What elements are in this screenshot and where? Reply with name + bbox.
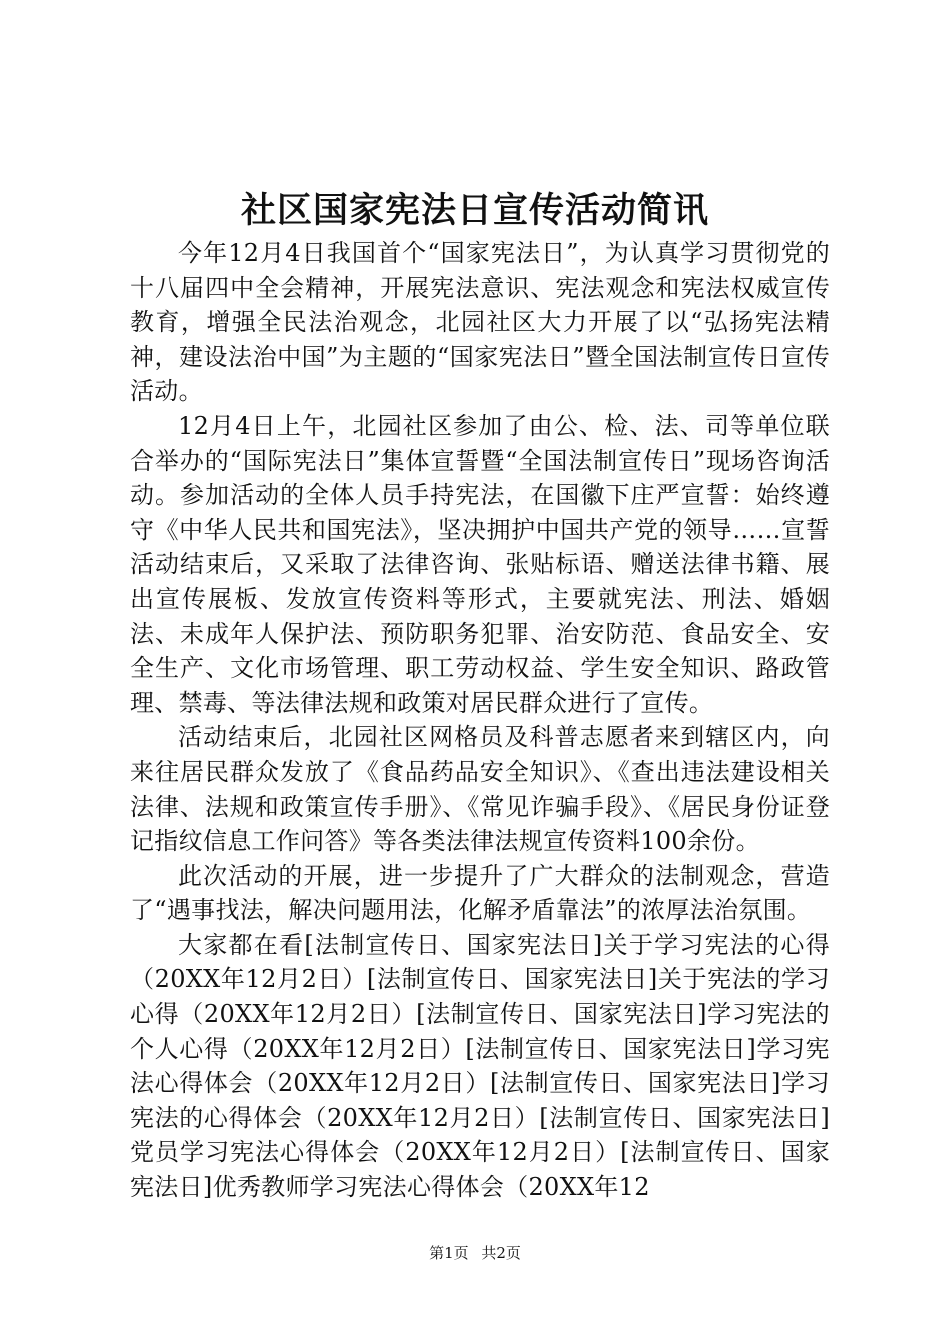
page-total: 共2页: [481, 1244, 521, 1262]
paragraph-intro: 今年12月4日我国首个“国家宪法日”，为认真学习贯彻党的十八届四中全会精神，开展宪法意识、宪法观念和宪法权威宣传教育，增强全民法治观念，北园社区大力开展了以“弘扬宪法精神，建设法治中国”为主题的“国家宪法日”暨全国法制宣传日宣传活动。: [130, 239, 830, 406]
page-number: 第1页: [429, 1244, 469, 1262]
page-footer: [0, 1243, 950, 1263]
document-body: [130, 236, 830, 1205]
paragraph-materials: 活动结束后，北园社区网格员及科普志愿者来到辖区内，向来往居民群众发放了《食品药品安全知识》、《查出违法建设相关法律、法规和政策宣传手册》、《常见诈骗手段》、《居民身份证登记指纹信息工作问答》等各类法律法规宣传资料100余份。: [130, 723, 830, 856]
paragraph-related-reading: 大家都在看[法制宣传日、国家宪法日]关于学习宪法的心得（20XX年12月2日）[法制宣传日、国家宪法日]关于宪法的学习心得（20XX年12月2日）[法制宣传日、国家宪法日]学习宪法的个人心得（20XX年12月2日）[法制宣传日、国家宪法日]学习宪法心得体会（20XX年12月2日）[法制宣传日、国家宪法日]学习宪法的心得体会（20XX年12月2日）[法制宣传日、国家宪法日]党员学习宪法心得体会（20XX年12月2日）[法制宣传日、国家宪法日]优秀教师学习宪法心得体会（20XX年12: [130, 930, 830, 1202]
paragraph-summary: 此次活动的开展，进一步提升了广大群众的法制观念，营造了“遇事找法，解决问题用法，化解矛盾靠法”的浓厚法治氛围。: [130, 861, 830, 925]
document-title: 社区国家宪法日宣传活动简讯: [240, 190, 709, 231]
paragraph-morning-event: 12月4日上午，北园社区参加了由公、检、法、司等单位联合举办的“国际宪法日”集体宣誓暨“全国法制宣传日”现场咨询活动。参加活动的全体人员手持宪法，在国徽下庄严宣誓：始终遵守《中华人民共和国宪法》，坚决拥护中国共产党的领导……宣誓活动结束后，又采取了法律咨询、张贴标语、赠送法律书籍、展出宣传展板、发放宣传资料等形式，主要就宪法、刑法、婚姻法、未成年人保护法、预防职务犯罪、治安防范、食品安全、安全生产、文化市场管理、职工劳动权益、学生安全知识、路政管理、禁毒、等法律法规和政策对居民群众进行了宣传。: [130, 411, 830, 717]
